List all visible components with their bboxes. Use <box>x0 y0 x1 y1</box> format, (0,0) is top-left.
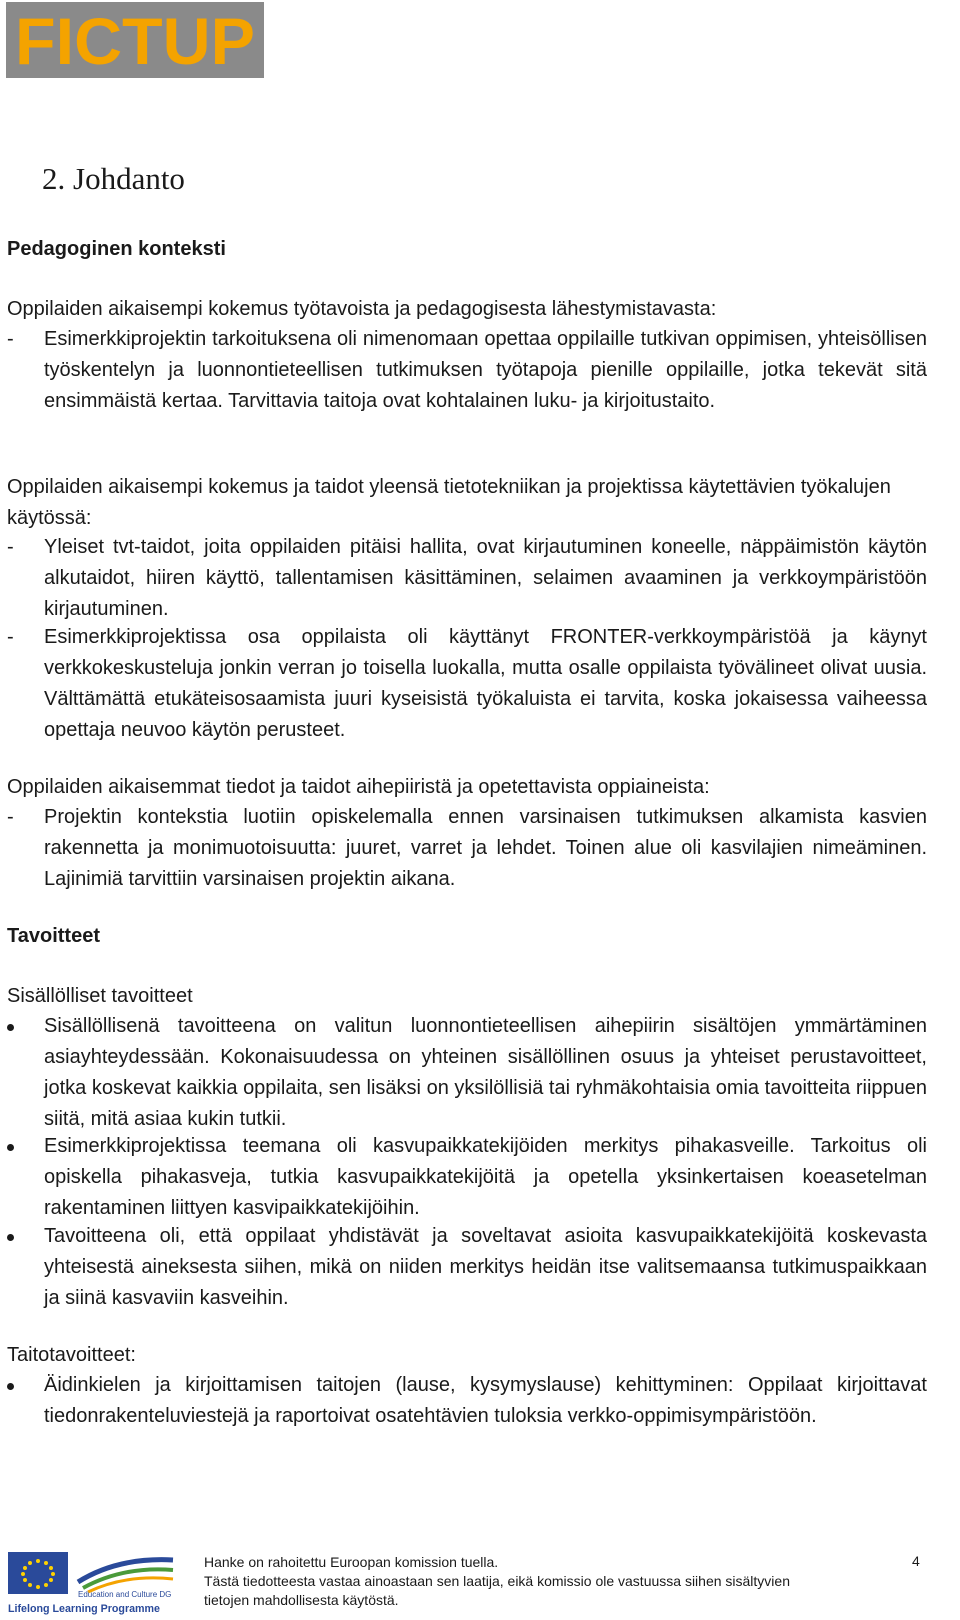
subheading-content-goals: Sisällölliset tavoitteet <box>7 985 193 1007</box>
bullet-item-text: Esimerkkiprojektissa teemana oli kasvupaikkatekijöiden merkitys pihakasveille. Tarkoitus oli opiskella pihakasveja, tutkia kasvupaikkatekijöitä ja opetella yksinkertaisen koeasetelman rakentaminen liittyen kasvipaikkatekijöihin. <box>44 1135 927 1219</box>
culture-dg-label: Education and Culture DG <box>78 1590 172 1599</box>
section-heading-goals: Tavoitteet <box>7 925 100 947</box>
footer-funding: Hanke on rahoitettu Euroopan komission tuella. <box>204 1554 499 1570</box>
eu-programme-logos <box>8 1552 178 1616</box>
paragraph-intro-1: Oppilaiden aikaisempi kokemus työtavoista ja pedagogisesta lähestymistavasta: <box>7 298 717 320</box>
section-heading-context: Pedagoginen konteksti <box>7 238 226 260</box>
bullet-item-text: Sisällöllisenä tavoitteena on valitun luonnontieteellisen aihepiirin sisältöjen ymmärtäminen asiayhteydessään. Kokonaisuudessa on yhteinen sisällöllinen osuus ja yhteiset perustavoitteet, jotka koskevat kaikkia oppilaita, sen lisäksi on yksilöllisiä tai ryhmäkohtaisia omia tavoitteita riippuen siitä, mitä asiaa kukin tutkii. <box>44 1015 927 1130</box>
paragraph-intro-2: Oppilaiden aikaisempi kokemus ja taidot yleensä tietotekniikan ja projektissa käytettävien työkalujen käytössä: <box>7 476 891 529</box>
footer-disclaimer: Tästä tiedotteesta vastaa ainoastaan sen laatija, eikä komissio ole vastuussa siihen sisältyvien <box>204 1573 790 1589</box>
dash-item-text: Esimerkkiprojektissa osa oppilaista oli käyttänyt FRONTER-verkkoympäristöä ja käynyt verkkokeskusteluja jonkin verran jo toisella luokalla, mutta osalle oppilaista työvälineet olivat uusia. Välttämättä etukäteisosaamista juuri kyseisistä työkaluista ei tarvita, koska jokaisessa vaiheessa opettaja neuvoo käytön perusteet. <box>44 626 927 741</box>
bullet-dot-icon <box>7 1234 14 1241</box>
bullet-item <box>7 1221 927 1314</box>
bullet-item-text: Äidinkielen ja kirjoittamisen taitojen (lause, kysymyslause) kehittyminen: Oppilaat kirjoittavat tiedonrakenteluviestejä ja raportoivat osatehtävien tuloksia verkko-oppimisympäristöön. <box>44 1374 927 1427</box>
dash-marker: - <box>7 626 14 648</box>
bullet-item-text: Tavoitteena oli, että oppilaat yhdistävät ja soveltavat asioita kasvupaikkatekijöitä koskevasta yhteisestä aineksesta siihen, mikä on niiden merkitys heidän itse valitsemaansa tutkimuspaikkaan ja siinä kasvaviin kasveihin. <box>44 1225 927 1309</box>
dash-marker: - <box>7 328 14 350</box>
llp-label: Lifelong Learning Programme <box>8 1603 160 1615</box>
dash-marker: - <box>7 536 14 558</box>
culture-swoosh-icon <box>78 1560 173 1592</box>
dash-item <box>7 532 927 625</box>
dash-item-text: Yleiset tvt-taidot, joita oppilaiden pitäisi hallita, ovat kirjautuminen koneelle, näppäimistön käytön alkutaidot, hiiren käyttö, tallentamisen käsittäminen, selaimen avaaminen ja verkkoympäristöön kirjautuminen. <box>44 536 927 620</box>
bullet-dot-icon <box>7 1024 14 1031</box>
dash-item <box>7 802 927 895</box>
bullet-item <box>7 1131 927 1224</box>
bullet-item <box>7 1011 927 1135</box>
dash-item <box>7 622 927 746</box>
dash-marker: - <box>7 806 14 828</box>
logo-text: FICTUP <box>15 4 255 78</box>
dash-item-text: Esimerkkiprojektin tarkoituksena oli nimenomaan opettaa oppilaille tutkivan oppimisen, yhteisöllisen työskentelyn ja luonnontieteellisen tutkimuksen työtapoja pienille oppilaille, jotka tekevät sitä ensimmäistä kertaa. Tarvittavia taitoja ovat kohtalainen luku- ja kirjoitustaito. <box>44 328 927 412</box>
dash-item-text: Projektin kontekstia luotiin opiskelemalla ennen varsinaisen tutkimuksen alkamista kasvien rakennetta ja monimuotoisuutta: juuret, varret ja lehdet. Toinen alue oli kasvilajien nimeäminen. Lajinimiä tarvittiin varsinaisen projektin aikana. <box>44 806 927 890</box>
bullet-dot-icon <box>7 1383 14 1390</box>
page-title: 2. Johdanto <box>42 161 185 196</box>
dash-item <box>7 324 927 417</box>
page-number: 4 <box>912 1553 920 1569</box>
bullet-item <box>7 1370 927 1432</box>
footer-disclaimer: tietojen mahdollisesta käytöstä. <box>204 1592 399 1608</box>
fictup-logo <box>6 2 264 78</box>
eu-flag-icon <box>8 1552 68 1594</box>
bullet-dot-icon <box>7 1144 14 1151</box>
subheading-skill-goals: Taitotavoitteet: <box>7 1344 136 1366</box>
paragraph-intro-3: Oppilaiden aikaisemmat tiedot ja taidot aihepiiristä ja opetettavista oppiaineista: <box>7 776 710 798</box>
